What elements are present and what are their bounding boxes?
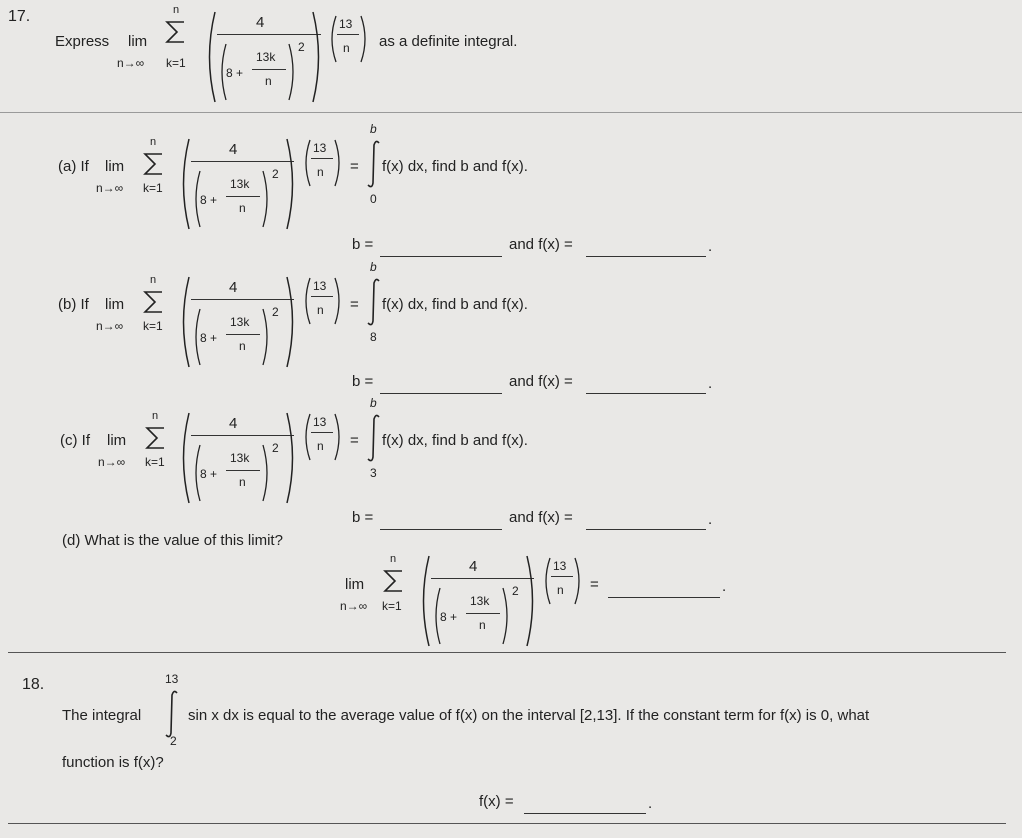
sigma-icon	[383, 569, 405, 593]
period: .	[708, 238, 713, 255]
inner-right-paren-icon	[262, 169, 272, 229]
divider	[8, 652, 1006, 653]
mult-right-paren-icon	[334, 276, 344, 326]
big-fraction-line	[431, 578, 534, 579]
sum-upper: n	[390, 553, 397, 565]
integral-sign-icon	[164, 690, 180, 738]
integral-lower-limit: 2	[170, 734, 177, 748]
part-d-question: (d) What is the value of this limit?	[62, 532, 283, 549]
mult-right-paren-icon	[360, 14, 370, 64]
part-a-prefix: (a) If	[58, 158, 89, 175]
answer-f-label: f(x) =	[479, 793, 514, 810]
inner-const: 8 +	[200, 193, 218, 207]
part-b-prefix: (b) If	[58, 296, 89, 313]
period: .	[648, 795, 653, 812]
right-paren-icon	[285, 411, 299, 505]
lim-subscript: n→∞	[117, 56, 145, 70]
q18-prefix: The integral	[62, 707, 142, 724]
sum-lower: k=1	[145, 455, 165, 469]
right-paren-icon	[525, 554, 539, 648]
power-exponent: 2	[272, 167, 279, 181]
big-numerator: 4	[229, 415, 238, 432]
inner-numerator: 13k	[256, 50, 276, 64]
big-fraction-line	[191, 299, 294, 300]
mult-denominator: n	[557, 583, 564, 597]
mult-right-paren-icon	[334, 412, 344, 462]
inner-denominator: n	[239, 475, 246, 489]
mult-left-paren-icon	[327, 14, 337, 64]
mult-fraction-line	[337, 34, 359, 35]
integrand-text: f(x) dx, find b and f(x).	[382, 158, 528, 175]
answer-f-input[interactable]	[586, 242, 706, 257]
mult-left-paren-icon	[301, 276, 311, 326]
inner-const: 8 +	[200, 331, 218, 345]
period: .	[708, 375, 713, 392]
mult-left-paren-icon	[541, 556, 551, 606]
integral-lower-limit: 0	[370, 192, 377, 206]
sum-lower: k=1	[143, 319, 163, 333]
big-numerator: 4	[469, 558, 478, 575]
integral-lower-limit: 8	[370, 330, 377, 344]
left-paren-icon	[203, 10, 217, 104]
mult-denominator: n	[343, 41, 350, 55]
integrand-text: f(x) dx, find b and f(x).	[382, 432, 528, 449]
inner-numerator: 13k	[470, 594, 490, 608]
question-17-number: 17.	[8, 8, 31, 25]
left-paren-icon	[177, 411, 191, 505]
integrand-text: f(x) dx, find b and f(x).	[382, 296, 528, 313]
inner-const: 8 +	[440, 610, 458, 624]
answer-b-input[interactable]	[380, 242, 502, 257]
sum-upper: n	[152, 410, 159, 422]
answer-f-label: and f(x) =	[509, 509, 573, 526]
sigma-icon	[143, 152, 165, 176]
inner-fraction-line	[252, 69, 286, 70]
right-paren-icon	[285, 137, 299, 231]
right-paren-icon	[311, 10, 325, 104]
integral-upper-limit: b	[370, 260, 377, 274]
equals-sign: =	[350, 432, 359, 449]
big-fraction-line	[217, 34, 321, 35]
part-c-prefix: (c) If	[60, 432, 90, 449]
inner-numerator: 13k	[230, 451, 250, 465]
power-exponent: 2	[298, 40, 305, 54]
mult-numerator: 13	[339, 17, 353, 31]
question-18-number: 18.	[22, 676, 45, 693]
period: .	[722, 578, 727, 595]
divider	[8, 823, 1006, 824]
mult-left-paren-icon	[301, 138, 311, 188]
big-numerator: 4	[256, 14, 265, 31]
power-exponent: 2	[272, 305, 279, 319]
intro-express-word: Express	[55, 33, 110, 50]
sigma-icon	[143, 290, 165, 314]
answer-b-input[interactable]	[380, 379, 502, 394]
answer-b-label: b =	[352, 509, 374, 526]
mult-fraction-line	[551, 576, 573, 577]
integral-sign-icon	[366, 414, 382, 462]
answer-b-label: b =	[352, 373, 374, 390]
equals-sign: =	[590, 576, 599, 593]
inner-right-paren-icon	[262, 443, 272, 503]
answer-b-input[interactable]	[380, 515, 502, 530]
lim-subscript: n→∞	[96, 319, 124, 333]
inner-numerator: 13k	[230, 177, 250, 191]
inner-right-paren-icon	[288, 42, 298, 102]
divider	[0, 112, 1022, 113]
sigma-icon	[165, 20, 187, 44]
mult-fraction-line	[311, 432, 333, 433]
lim-text: lim	[128, 33, 148, 50]
q18-text-line2: function is f(x)?	[62, 754, 164, 771]
power-exponent: 2	[272, 441, 279, 455]
mult-denominator: n	[317, 303, 324, 317]
big-fraction-line	[191, 161, 294, 162]
sum-lower: k=1	[382, 599, 402, 613]
inner-fraction-line	[226, 334, 260, 335]
lim-text: lim	[105, 296, 125, 313]
lim-text: lim	[345, 576, 365, 593]
limit-value-input[interactable]	[608, 583, 720, 598]
answer-f-input[interactable]	[524, 799, 646, 814]
lim-subscript: n→∞	[96, 181, 124, 195]
mult-numerator: 13	[553, 559, 567, 573]
mult-right-paren-icon	[334, 138, 344, 188]
big-numerator: 4	[229, 141, 238, 158]
inner-denominator: n	[239, 201, 246, 215]
mult-right-paren-icon	[574, 556, 584, 606]
answer-b-label: b =	[352, 236, 374, 253]
inner-numerator: 13k	[230, 315, 250, 329]
integral-upper-limit: b	[370, 122, 377, 136]
inner-denominator: n	[239, 339, 246, 353]
sum-upper: n	[150, 274, 157, 286]
period: .	[708, 511, 713, 528]
left-paren-icon	[177, 137, 191, 231]
inner-fraction-line	[226, 470, 260, 471]
left-paren-icon	[177, 275, 191, 369]
inner-const: 8 +	[226, 66, 244, 80]
integral-lower-limit: 3	[370, 466, 377, 480]
q18-text: sin x dx is equal to the average value of f(x) on the interval [2,13]. If the constant term for f(x) is 0, what	[188, 707, 870, 724]
mult-fraction-line	[311, 158, 333, 159]
integral-sign-icon	[366, 278, 382, 326]
big-fraction-line	[191, 435, 294, 436]
sigma-icon	[145, 426, 167, 450]
right-paren-icon	[285, 275, 299, 369]
mult-numerator: 13	[313, 415, 327, 429]
inner-fraction-line	[466, 613, 500, 614]
lim-text: lim	[105, 158, 125, 175]
lim-subscript: n→∞	[98, 455, 126, 469]
lim-subscript: n→∞	[340, 599, 368, 613]
power-exponent: 2	[512, 584, 519, 598]
inner-denominator: n	[479, 618, 486, 632]
inner-denominator: n	[265, 74, 272, 88]
intro-suffix: as a definite integral.	[379, 33, 518, 50]
sum-lower: k=1	[166, 56, 186, 70]
sum-upper: n	[173, 4, 180, 16]
lim-text: lim	[107, 432, 127, 449]
integral-upper-limit: 13	[165, 672, 179, 686]
mult-denominator: n	[317, 165, 324, 179]
inner-const: 8 +	[200, 467, 218, 481]
big-numerator: 4	[229, 279, 238, 296]
answer-f-label: and f(x) =	[509, 236, 573, 253]
left-paren-icon	[417, 554, 431, 648]
sum-lower: k=1	[143, 181, 163, 195]
mult-denominator: n	[317, 439, 324, 453]
sum-upper: n	[150, 136, 157, 148]
mult-left-paren-icon	[301, 412, 311, 462]
mult-fraction-line	[311, 296, 333, 297]
inner-fraction-line	[226, 196, 260, 197]
equals-sign: =	[350, 158, 359, 175]
mult-numerator: 13	[313, 141, 327, 155]
inner-right-paren-icon	[502, 586, 512, 646]
answer-f-label: and f(x) =	[509, 373, 573, 390]
integral-sign-icon	[366, 140, 382, 188]
inner-right-paren-icon	[262, 307, 272, 367]
equals-sign: =	[350, 296, 359, 313]
answer-f-input[interactable]	[586, 379, 706, 394]
mult-numerator: 13	[313, 279, 327, 293]
answer-f-input[interactable]	[586, 515, 706, 530]
integral-upper-limit: b	[370, 396, 377, 410]
